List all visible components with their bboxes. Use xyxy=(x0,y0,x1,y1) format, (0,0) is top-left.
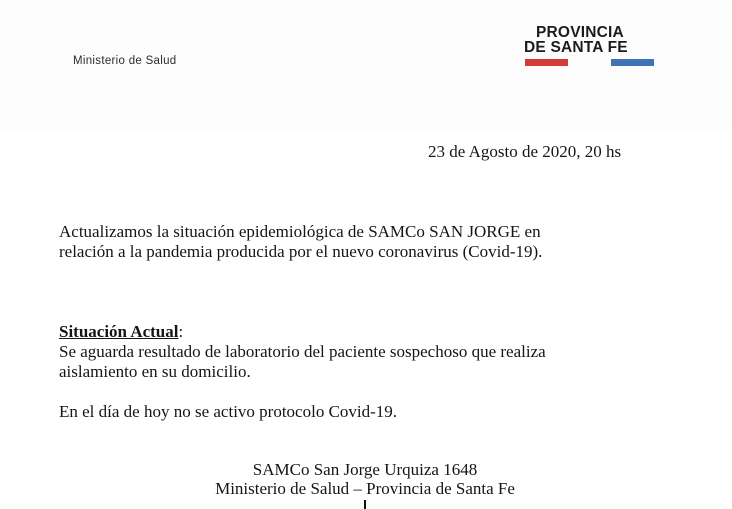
logo-line-2: DE SANTA FE xyxy=(524,39,628,56)
section-heading xyxy=(59,322,546,342)
ministry-name: Ministerio de Salud xyxy=(73,55,177,67)
logo-blue-bar xyxy=(611,59,654,66)
situation-line: Se aguarda resultado de laboratorio del paciente sospechoso que realiza xyxy=(59,342,546,361)
section-title: Situación Actual xyxy=(59,322,179,341)
situation-line: aislamiento en su domicilio. xyxy=(59,362,251,381)
footer-ministry: Ministerio de Salud – Provincia de Santa Fe xyxy=(215,479,515,498)
footer xyxy=(130,460,600,498)
protocol-statement: En el día de hoy no se activo protocolo Covid-19. xyxy=(59,402,398,421)
document-date: 23 de Agosto de 2020, 20 hs xyxy=(428,142,622,161)
footer-address: SAMCo San Jorge Urquiza 1648 xyxy=(252,460,478,479)
logo-line-1: PROVINCIA xyxy=(536,24,624,41)
section-colon: : xyxy=(178,322,184,341)
logo-color-bars xyxy=(524,59,656,67)
intro-line: Actualizamos la situación epidemiológica de SAMCo SAN JORGE en xyxy=(59,222,541,241)
intro-line: relación a la pandemia producida por el nuevo coronavirus (Covid-19). xyxy=(59,242,543,261)
page-mark xyxy=(364,500,366,509)
logo-red-bar xyxy=(525,59,568,66)
letterhead xyxy=(0,0,732,130)
province-logo xyxy=(524,25,656,67)
intro-paragraph xyxy=(59,222,542,262)
current-situation-section xyxy=(59,322,546,382)
